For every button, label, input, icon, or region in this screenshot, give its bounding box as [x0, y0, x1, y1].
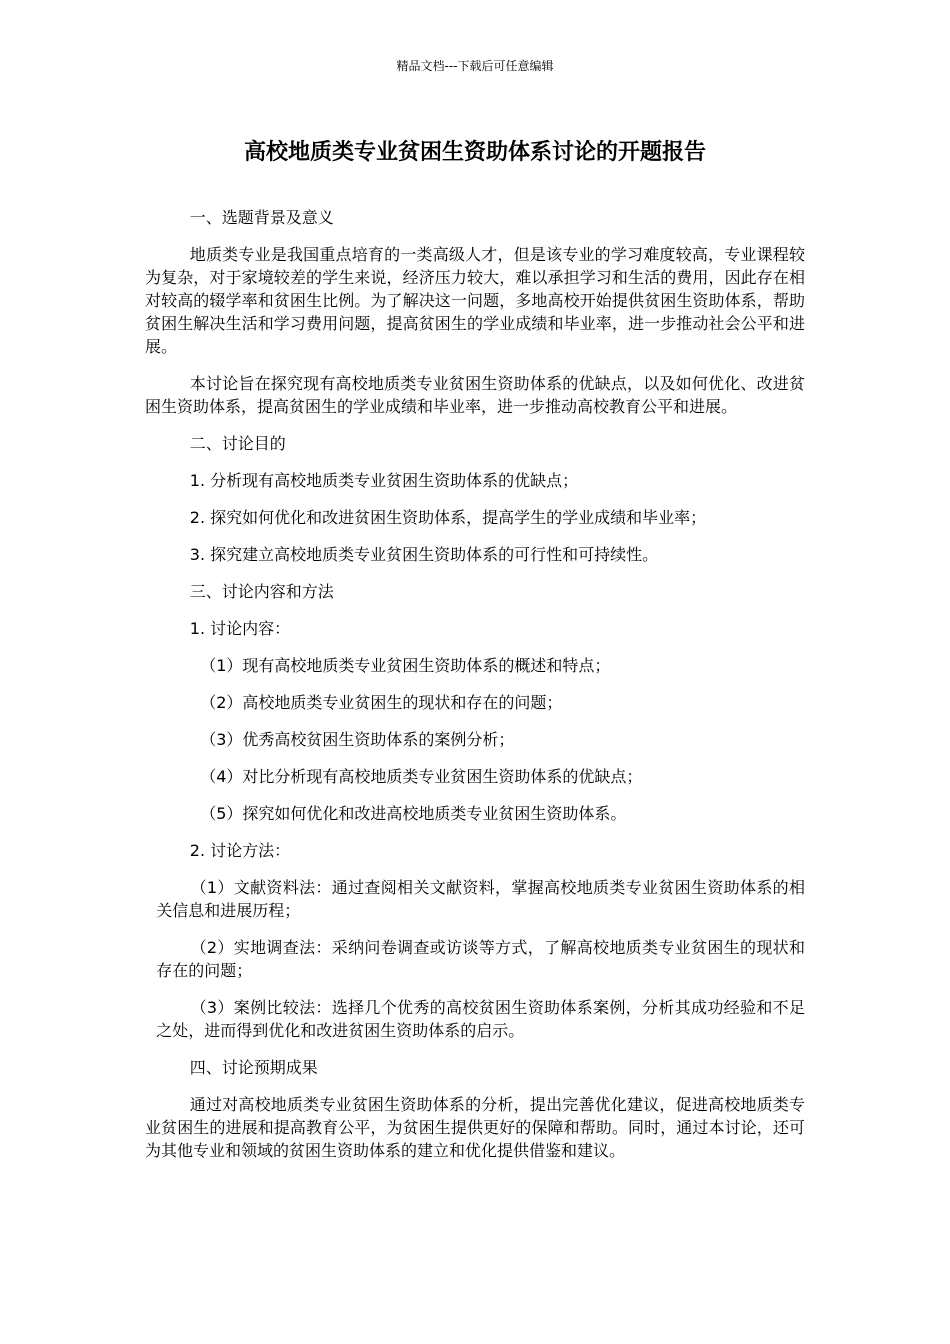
document-title: 高校地质类专业贫困生资助体系讨论的开题报告: [243, 140, 706, 165]
method-item-1: （1）文献资料法：通过查阅相关文献资料，掌握高校地质类专业贫困生资助体系的相关信息和进展历程；: [156, 878, 805, 920]
content-item-2: （2）高校地质类专业贫困生的现状和存在的问题；: [200, 693, 563, 712]
paragraph-outcomes: 通过对高校地质类专业贫困生资助体系的分析，提出完善优化建议，促进高校地质类专业贫困生的进展和提高教育公平，为贫困生提供更好的保障和帮助。同时，通过本讨论，还可为其他专业和领域的贫困生资助体系的建立和优化提供借鉴和建议。: [145, 1095, 805, 1160]
paragraph-aim: 本讨论旨在探究现有高校地质类专业贫困生资助体系的优缺点，以及如何优化、改进贫困生资助体系，提高贫困生的学业成绩和毕业率，进一步推动高校教育公平和进展。: [145, 374, 805, 416]
purpose-item-2: 2. 探究如何优化和改进贫困生资助体系，提高学生的学业成绩和毕业率；: [189, 508, 707, 527]
document-body: [145, 206, 805, 1176]
purpose-item-3: 3. 探究建立高校地质类专业贫困生资助体系的可行性和可持续性。: [189, 545, 659, 564]
section-heading-purpose: 二、讨论目的: [189, 434, 286, 453]
header-note: 精品文档---下载后可任意编辑: [396, 59, 554, 73]
paragraph-background: 地质类专业是我国重点培育的一类高级人才，但是该专业的学习难度较高，专业课程较为复杂，对于家境较差的学生来说，经济压力较大，难以承担学习和生活的费用，因此存在相对较高的辍学率和贫困生比例。为了解决这一问题，多地高校开始提供贫困生资助体系，帮助贫困生解决生活和学习费用问题，提高贫困生的学业成绩和毕业率，进一步推动社会公平和进展。: [145, 245, 805, 356]
content-item-3: （3）优秀高校贫困生资助体系的案例分析；: [200, 730, 515, 749]
content-item-5: （5）探究如何优化和改进高校地质类专业贫困生资助体系。: [200, 804, 627, 823]
purpose-item-1: 1. 分析现有高校地质类专业贫困生资助体系的优缺点；: [189, 471, 579, 490]
method-heading: 2. 讨论方法：: [189, 841, 291, 860]
content-heading: 1. 讨论内容：: [189, 619, 291, 638]
section-heading-background: 一、选题背景及意义: [189, 208, 334, 227]
section-heading-content-method: 三、讨论内容和方法: [189, 582, 334, 601]
method-item-3: （3）案例比较法：选择几个优秀的高校贫困生资助体系案例，分析其成功经验和不足之处，进而得到优化和改进贫困生资助体系的启示。: [156, 998, 805, 1040]
content-item-4: （4）对比分析现有高校地质类专业贫困生资助体系的优缺点；: [200, 767, 643, 786]
content-item-1: （1）现有高校地质类专业贫困生资助体系的概述和特点；: [200, 656, 611, 675]
method-item-2: （2）实地调查法：采纳问卷调查或访谈等方式，了解高校地质类专业贫困生的现状和存在的问题；: [156, 938, 805, 980]
section-heading-outcomes: 四、讨论预期成果: [189, 1058, 318, 1077]
